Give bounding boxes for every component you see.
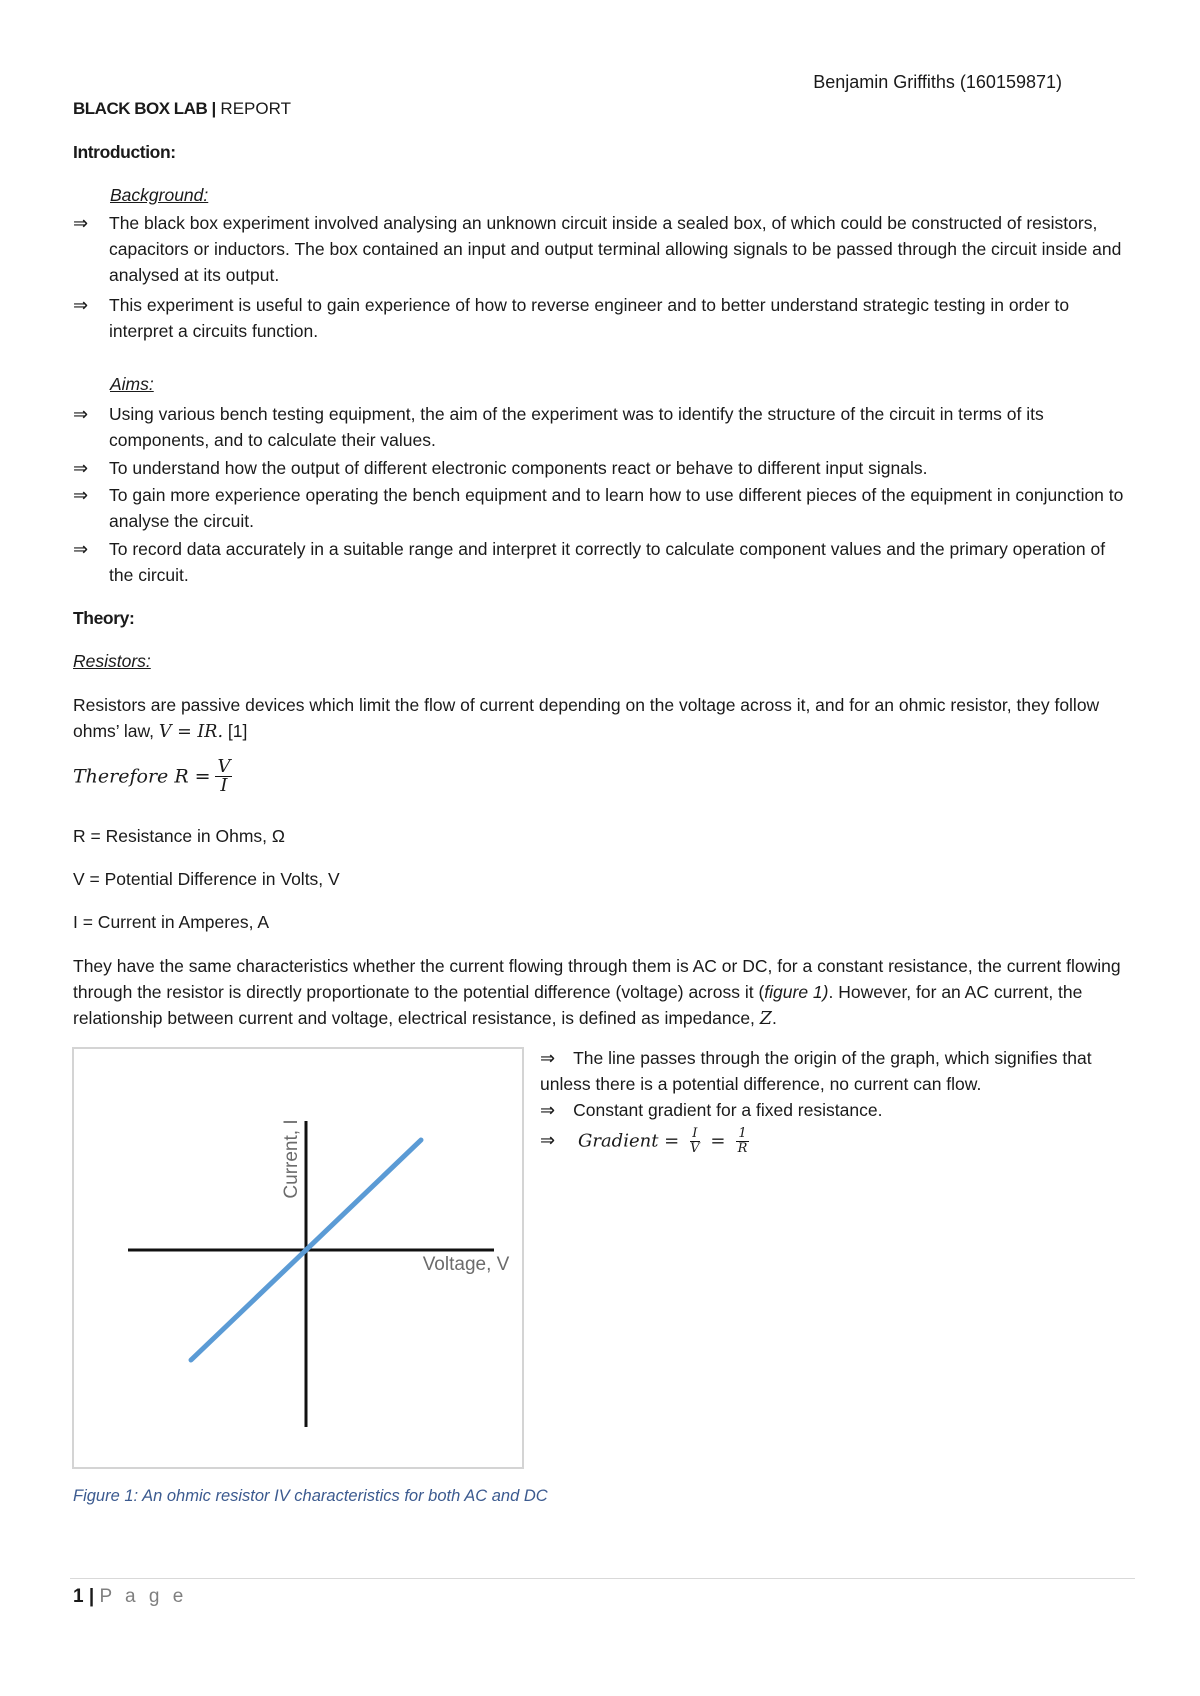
impedance-symbol: Z xyxy=(759,1009,772,1029)
background-bullet-2 xyxy=(73,292,1133,344)
para1-text: Resistors are passive devices which limit the flow of current depending on the voltage across it, and for an ohmic resistor, they follow ohms’ law, xyxy=(73,695,1100,741)
resistors-heading: Resistors: xyxy=(73,651,151,671)
note-text: The line passes through the origin of the graph, which signifies that unless there is a potential difference, no current can flow. xyxy=(540,1048,1092,1094)
arrow-icon: ⇒ xyxy=(73,485,89,505)
bullet-text: To understand how the output of different electronic components react or behave to different input signals. xyxy=(109,458,928,478)
aims-bullet-4 xyxy=(73,536,1133,588)
iv-chart xyxy=(74,1049,522,1467)
one-over-r-fraction xyxy=(736,1127,748,1156)
fraction-numerator: I xyxy=(690,1127,699,1142)
fraction-denominator: R xyxy=(737,1141,748,1156)
arrow-icon: ⇒ xyxy=(73,458,89,478)
equals-sign: = xyxy=(710,1130,726,1152)
arrow-icon: ⇒ xyxy=(540,1130,556,1151)
characteristics-paragraph xyxy=(73,953,1135,1032)
note-text: Constant gradient for a fixed resistance. xyxy=(573,1100,883,1120)
aims-heading: Aims: xyxy=(110,374,154,394)
bullet-text: This experiment is useful to gain experience of how to reverse engineer and to better understand strategic testing in order to interpret a circuits function. xyxy=(109,295,1070,341)
introduction-heading: Introduction: xyxy=(73,142,176,162)
therefore-label: Therefore R = xyxy=(73,765,211,788)
y-axis-label: Current, I xyxy=(281,1119,302,1199)
aims-bullet-2 xyxy=(73,455,1133,481)
para2-text-c: . xyxy=(771,1008,777,1028)
para1-ref: [1] xyxy=(223,721,248,741)
resistance-formula xyxy=(73,758,232,795)
v-over-i-fraction xyxy=(215,758,232,795)
title-rest: REPORT xyxy=(215,99,291,118)
iv-chart-frame xyxy=(72,1047,524,1469)
background-bullet-1 xyxy=(73,210,1133,288)
theory-heading: Theory: xyxy=(73,608,135,628)
bullet-text: The black box experiment involved analysing an unknown circuit inside a sealed box, of which could be constructed of resistors, capacitors or inductors. The box contained an input and output terminal allowing signals to be passed through the circuit inside and analysed at its output. xyxy=(109,213,1122,285)
para2-text-b: . However, for an AC current, the relationship between current and voltage, electrical resistance, is defined as impedance, xyxy=(73,982,1083,1028)
fraction-denominator: I xyxy=(220,775,228,796)
fraction-numerator: 1 xyxy=(738,1126,747,1141)
footer-divider xyxy=(70,1578,1135,1579)
document-title xyxy=(73,99,291,119)
definition-voltage: V = Potential Difference in Volts, V xyxy=(73,869,340,889)
fraction-denominator: V xyxy=(690,1141,700,1156)
note-1 xyxy=(540,1045,1140,1097)
background-heading: Background: xyxy=(110,185,209,205)
arrow-icon: ⇒ xyxy=(540,1100,556,1120)
x-axis-label: Voltage, V xyxy=(422,1254,510,1275)
figure-reference: figure 1) xyxy=(764,982,829,1002)
header-author: Benjamin Griffiths (160159871) xyxy=(813,72,1062,92)
bullet-text: To gain more experience operating the bench equipment and to learn how to use different pieces of the equipment in conjunction to analyse the circuit. xyxy=(109,485,1124,531)
arrow-icon: ⇒ xyxy=(540,1048,556,1068)
fraction-numerator: V xyxy=(217,756,231,777)
arrow-icon: ⇒ xyxy=(73,404,89,424)
page-footer xyxy=(73,1586,187,1608)
bullet-text: Using various bench testing equipment, the aim of the experiment was to identify the structure of the circuit in terms of its components, and to calculate their values. xyxy=(109,404,1044,450)
para2-text-a: They have the same characteristics whether the current flowing through them is AC or DC, for a constant resistance, the current flowing through the resistor is directly proportionate to the potential difference (voltage) across it ( xyxy=(73,956,1121,1002)
note-2 xyxy=(540,1097,1140,1123)
gradient-label: Gradient = xyxy=(577,1130,680,1152)
page-number: 1 | xyxy=(73,1586,95,1607)
ohms-law-formula: V = IR. xyxy=(158,722,224,742)
aims-bullet-3 xyxy=(73,482,1133,534)
aims-bullet-1 xyxy=(73,401,1133,453)
arrow-icon: ⇒ xyxy=(73,213,89,233)
definition-current: I = Current in Amperes, A xyxy=(73,912,269,932)
note-3 xyxy=(540,1127,1140,1156)
figure-caption: Figure 1: An ohmic resistor IV characteristics for both AC and DC xyxy=(73,1487,548,1505)
definition-resistance: R = Resistance in Ohms, Ω xyxy=(73,826,285,846)
resistors-paragraph xyxy=(73,692,1133,745)
bullet-text: To record data accurately in a suitable range and interpret it correctly to calculate component values and the primary operation of the circuit. xyxy=(109,539,1106,585)
arrow-icon: ⇒ xyxy=(73,539,89,559)
page-word: P a g e xyxy=(99,1586,188,1607)
title-bold: BLACK BOX LAB | xyxy=(73,99,216,118)
arrow-icon: ⇒ xyxy=(73,295,89,315)
chart-notes xyxy=(540,1045,1140,1156)
i-over-v-fraction xyxy=(690,1127,699,1156)
